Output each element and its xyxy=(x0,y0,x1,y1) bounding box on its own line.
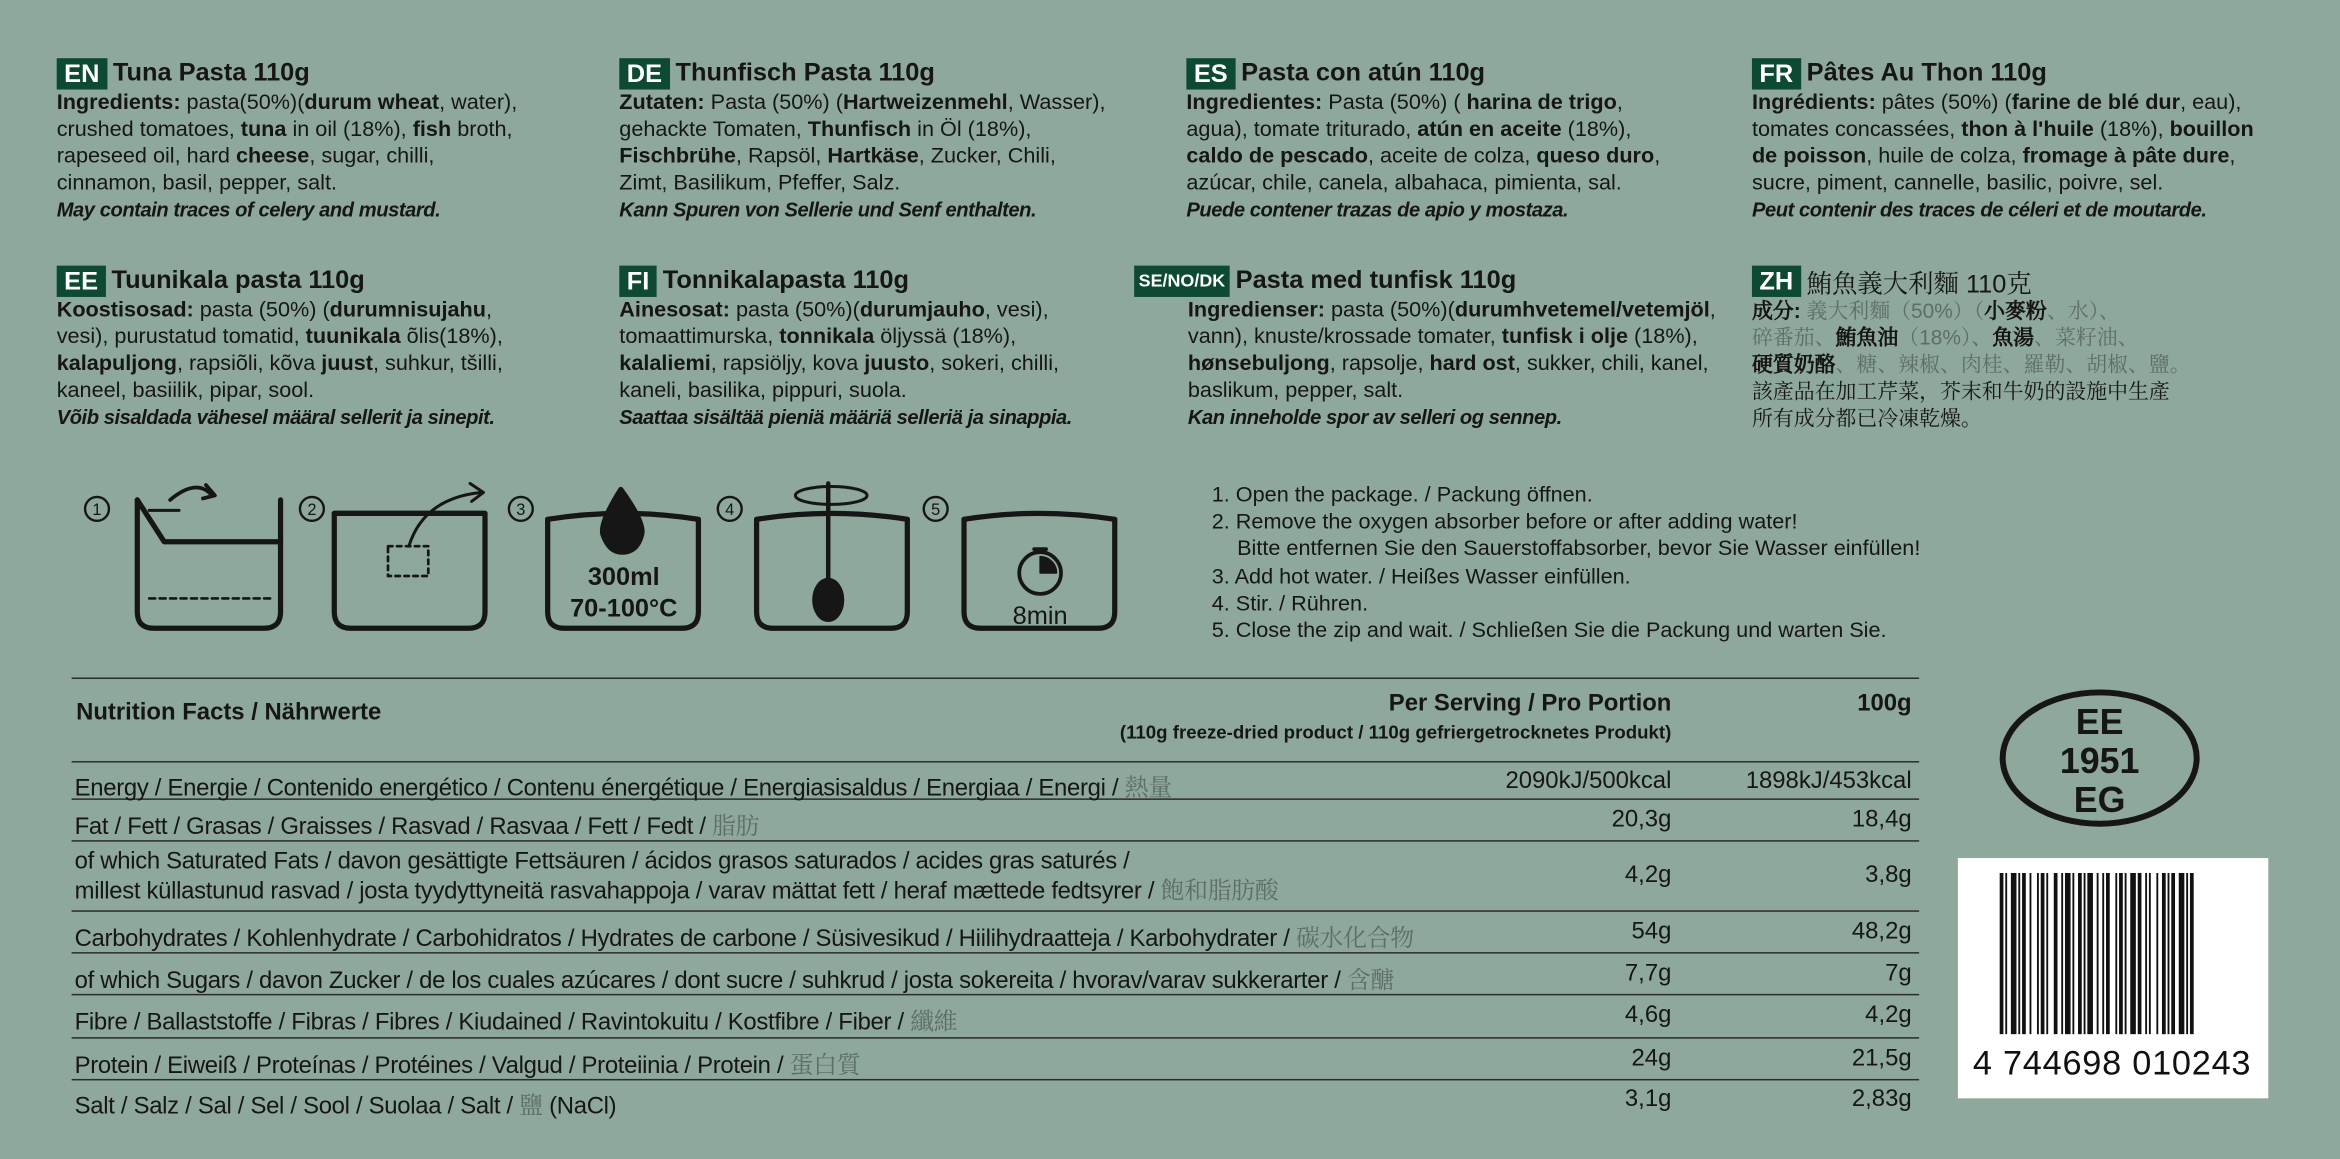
instruction-line: 4. Stir. / Rühren. xyxy=(1211,592,1369,617)
lang-block-fr xyxy=(1752,57,2312,224)
per-serving-note: (110g freeze-dried product / 110g gefriergetrocknetes Produkt) xyxy=(1119,722,1672,744)
ingredients-fi xyxy=(619,297,1179,404)
ingredients-label: Ingredientes: xyxy=(1186,91,1323,115)
water-amount: 300ml xyxy=(587,562,660,591)
ingredient-text: 該產品在加工芹菜，芥末和牛奶的設施中生產 xyxy=(1751,379,2170,403)
nutrient-label: Carbohydrates / Kohlenhydrate / Carbohidratos / Hydrates de carbone / Süsivesikud / Hiilihydraatteja / Karbohydrater / xyxy=(74,926,1296,953)
ingredient-text: 義大利麵（50%）（ xyxy=(1800,298,1985,323)
allergen: tuna xyxy=(240,117,287,142)
nutrient-label: millest küllastunud rasvad / josta tyydyttyneitä rasvahappoja / varav mättat fett / heraf mættede fedtsyrer / xyxy=(74,878,1161,905)
nutrient-label-zh: 纖維 xyxy=(910,1010,958,1036)
ingredient-text: , xyxy=(485,298,492,323)
allergen: 小麥粉 xyxy=(1984,298,2047,323)
barcode-bar xyxy=(2145,873,2147,1034)
barcode-bar xyxy=(2078,873,2082,1034)
ingredient-text: tomates concassées, xyxy=(1751,117,1962,142)
allergen: cheese xyxy=(235,144,310,169)
lang-badge-fr: FR xyxy=(1752,57,1801,88)
barcode-bar xyxy=(2041,873,2045,1034)
ingredient-text: , sugar, chilli, xyxy=(309,144,435,169)
barcode-bar xyxy=(2106,873,2110,1034)
allergen: durum wheat xyxy=(304,91,440,115)
ingredient-text: , xyxy=(2229,144,2236,169)
product-title-de: Thunfisch Pasta 110g xyxy=(675,58,935,87)
preparation-instructions xyxy=(1212,482,1921,645)
ingredient-text: vesi), purustatud tomatid, xyxy=(56,325,306,350)
lang-block-se xyxy=(1134,264,1746,431)
allergen: Thunfisch xyxy=(807,117,912,142)
preparation-steps xyxy=(78,475,1123,647)
nutrient-label: Fat / Fett / Grasas / Graisses / Rasvad / Rasvaa / Fett / Fedt / xyxy=(74,814,713,841)
ingredient-text: pâtes (50%) ( xyxy=(1875,91,2012,115)
trace-warning-ee: Võib sisaldada vähesel määral sellerit ja sinepit. xyxy=(56,405,495,429)
lang-badge-fi: FI xyxy=(619,265,656,296)
lang-badge-en: EN xyxy=(57,57,107,88)
product-title-se: Pasta med tunfisk 110g xyxy=(1235,265,1517,294)
barcode-bar xyxy=(2149,873,2151,1034)
barcode-bar xyxy=(2156,873,2158,1034)
ingredient-text: Zimt, Basilikum, Pfeffer, Salz. xyxy=(619,171,901,196)
nutrition-row-energy xyxy=(72,763,1919,800)
ingredient-text: , eau), xyxy=(2180,91,2242,115)
ingredients-label: 成分: xyxy=(1751,298,1801,323)
ingredient-text: 所有成分都已冷凍乾燥。 xyxy=(1751,405,1982,430)
health-mark-oval xyxy=(1998,688,2201,828)
value-per-serving: 2090kJ/500kcal xyxy=(1505,768,1672,794)
nutrition-header xyxy=(72,679,1919,763)
value-per-100g: 21,5g xyxy=(1851,1046,1912,1072)
value-per-100g: 2,83g xyxy=(1851,1086,1912,1112)
product-title-fi: Tonnikalapasta 110g xyxy=(662,265,910,294)
lang-block-ee xyxy=(57,264,617,431)
barcode-bar xyxy=(2162,873,2166,1034)
barcode-bar xyxy=(2186,873,2188,1034)
allergen: tuunikala xyxy=(305,325,401,350)
barcode-bar xyxy=(2179,873,2185,1034)
ingredient-text: kaneli, basilika, pippuri, suola. xyxy=(619,379,907,403)
ingredient-text: 、水）、 xyxy=(2046,298,2120,323)
nutrition-row-fat xyxy=(72,800,1919,842)
ingredients-label: Ingredienser: xyxy=(1187,298,1325,323)
nutrient-label-zh: 碳水化合物 xyxy=(1295,926,1414,953)
value-per-serving: 3,1g xyxy=(1624,1086,1672,1112)
barcode-bar xyxy=(2125,873,2127,1034)
allergen: durumjauho xyxy=(859,298,985,323)
step-number: 2 xyxy=(307,500,317,519)
nutrient-label-zh: 熱量 xyxy=(1124,775,1172,802)
lang-badge-zh: ZH xyxy=(1752,265,1801,296)
trace-warning-se: Kan inneholde spor av selleri og sennep. xyxy=(1187,405,1562,429)
per-serving-header: Per Serving / Pro Portion xyxy=(1388,690,1672,717)
ingredient-text: õlis(18%), xyxy=(400,325,503,350)
lang-badge-se: SE/NO/DK xyxy=(1134,265,1230,296)
instruction-line: 2. Remove the oxygen absorber before or after adding water! xyxy=(1211,510,1798,535)
instruction-line: 3. Add hot water. / Heißes Wasser einfüllen. xyxy=(1211,564,1631,589)
barcode xyxy=(1958,858,2268,1098)
lang-block-zh xyxy=(1752,264,2319,431)
ingredients-label: Ainesosat: xyxy=(619,298,730,323)
barcode-bar xyxy=(2022,873,2026,1034)
step-number: 4 xyxy=(725,500,735,519)
value-per-serving: 20,3g xyxy=(1611,807,1672,833)
barcode-bar xyxy=(2087,873,2093,1034)
nutrient-label: Salt / Salz / Sal / Sel / Sool / Suolaa / Salt / xyxy=(74,1093,520,1120)
barcode-bar xyxy=(2190,873,2194,1034)
nutrition-row-protein xyxy=(72,1039,1919,1081)
barcode-bar xyxy=(2046,873,2048,1034)
ingredient-text: , water), xyxy=(439,91,518,115)
ingredient-text: broth, xyxy=(451,117,513,142)
allergen: Hartweizenmehl xyxy=(842,91,1008,115)
value-per-100g: 3,8g xyxy=(1865,862,1912,888)
allergen: Fischbrühe xyxy=(619,144,736,169)
ingredient-text: (18%), xyxy=(1561,117,1632,142)
instruction-line: Bitte entfernen Sie den Sauerstoffabsorber, bevor Sie Wasser einfüllen! xyxy=(1237,537,1921,562)
ingredient-text: (18%), xyxy=(1628,325,1698,350)
ingredients-fr xyxy=(1752,90,2312,197)
value-per-100g: 4,2g xyxy=(1865,1002,1912,1029)
ingredient-text: , huile de colza, xyxy=(1866,144,2023,169)
ingredient-text: 碎番茄、 xyxy=(1751,325,1836,350)
ingredient-text: , rapsiöljy, kova xyxy=(710,352,865,377)
ingredient-text: , rapsiõli, kõva xyxy=(176,352,322,377)
ingredient-text: , xyxy=(1709,298,1716,323)
nutrient-label-zh: 蛋白質 xyxy=(789,1053,861,1079)
allergen: 鮪魚油 xyxy=(1835,325,1899,350)
value-per-100g: 7g xyxy=(1885,961,1912,987)
nutrition-row-sugars xyxy=(72,954,1919,996)
ingredient-text: , vesi), xyxy=(984,298,1049,323)
lang-block-en xyxy=(57,57,617,224)
lang-block-es xyxy=(1186,57,1746,224)
nutrient-label: of which Sugars / davon Zucker / de los cuales azúcares / dont sucre / suhkrud / josta sokereita / hvorav/varav sukkerarter / xyxy=(74,968,1347,994)
ingredient-text: 、糖、辣椒、肉桂、羅勒、胡椒、鹽。 xyxy=(1835,352,2191,377)
barcode-bar xyxy=(2005,873,2007,1034)
ingredient-text: , xyxy=(1654,144,1661,169)
nutrient-label-zh: 鹽 xyxy=(519,1093,543,1120)
trace-warning-fr: Peut contenir des traces de céleri et de moutarde. xyxy=(1751,198,2207,221)
barcode-bar xyxy=(2119,873,2123,1034)
ingredient-text: pasta (50%) ( xyxy=(193,298,330,323)
product-title-zh: 鮪魚義大利麵 110克 xyxy=(1806,269,2032,298)
barcode-number: 4 744698 010243 xyxy=(1972,1043,2252,1082)
ingredients-en xyxy=(57,90,617,197)
barcode-bar xyxy=(2061,873,2063,1034)
barcode-bar xyxy=(2171,873,2175,1034)
barcode-bar xyxy=(2065,873,2071,1034)
step-number: 5 xyxy=(931,500,941,519)
ingredients-label: Koostisosad: xyxy=(56,298,194,323)
nutrition-row-salt xyxy=(72,1080,1919,1120)
ingredient-text: azúcar, chile, canela, albahaca, pimienta, sal. xyxy=(1186,171,1622,196)
ingredient-text: pasta (50%)( xyxy=(729,298,860,323)
ingredient-text: , xyxy=(1616,91,1623,115)
ingredient-text: （18%）、 xyxy=(1898,325,1993,350)
ingredient-text: , sukker, chili, kanel, xyxy=(1514,352,1709,377)
ingredient-text: , Wasser), xyxy=(1007,91,1106,115)
ingredient-text: crushed tomatoes, xyxy=(56,117,241,142)
ingredients-es xyxy=(1186,90,1746,197)
value-per-100g: 1898kJ/453kcal xyxy=(1745,768,1912,794)
lang-badge-es: ES xyxy=(1186,57,1235,88)
ingredient-text: 、菜籽油、 xyxy=(2034,325,2139,350)
allergen: harina de trigo xyxy=(1466,91,1617,115)
allergen: juust xyxy=(321,352,373,377)
allergen: 硬質奶酪 xyxy=(1751,352,1836,377)
ingredient-text: Pasta (50%) ( xyxy=(704,91,843,115)
ingredient-text: in Öl (18%), xyxy=(911,117,1032,142)
ingredient-text: baslikum, pepper, salt. xyxy=(1187,379,1404,403)
allergen: thon à l'huile xyxy=(1961,117,2094,142)
nutrition-row-carbs xyxy=(72,912,1919,954)
barcode-bar xyxy=(2115,873,2117,1034)
value-per-serving: 24g xyxy=(1631,1046,1672,1072)
barcode-bar xyxy=(2011,873,2017,1034)
ingredient-text: pasta(50%)( xyxy=(180,91,305,115)
allergen: atún en aceite xyxy=(1417,117,1562,142)
water-temperature: 70-100°C xyxy=(570,594,678,623)
barcode-bar xyxy=(2084,873,2086,1034)
value-per-100g: 18,4g xyxy=(1851,807,1912,833)
ingredient-text: , sokeri, chilli, xyxy=(929,352,1060,377)
product-title-es: Pasta con atún 110g xyxy=(1241,58,1486,87)
trace-warning-de: Kann Spuren von Sellerie und Senf enthalten. xyxy=(619,198,1037,221)
product-title-fr: Pâtes Au Thon 110g xyxy=(1806,58,2047,87)
lang-badge-de: DE xyxy=(619,57,669,88)
product-title-en: Tuna Pasta 110g xyxy=(112,58,310,87)
allergen: kalapuljong xyxy=(56,352,177,377)
lang-block-de xyxy=(619,57,1179,224)
value-per-serving: 54g xyxy=(1631,919,1672,945)
ingredient-text: öljyssä (18%), xyxy=(874,325,1017,350)
value-per-serving: 4,6g xyxy=(1624,1002,1672,1029)
allergen: Hartkäse xyxy=(827,144,919,169)
ingredient-text: kaneel, basiilik, pipar, sool. xyxy=(56,379,315,403)
instruction-line: 5. Close the zip and wait. / Schließen Sie die Packung und warten Sie. xyxy=(1211,619,1887,644)
ingredient-text: rapeseed oil, hard xyxy=(56,144,236,169)
barcode-bars xyxy=(1958,858,2268,1045)
ingredients-label: Ingredients: xyxy=(56,91,181,115)
allergen: juusto xyxy=(864,352,930,377)
barcode-bar xyxy=(2072,873,2074,1034)
barcode-bar xyxy=(2037,873,2039,1034)
allergen: 魚湯 xyxy=(1992,325,2035,350)
barcode-bar xyxy=(2018,873,2020,1034)
barcode-bar xyxy=(2097,873,2099,1034)
ingredient-text: Pasta (50%) ( xyxy=(1322,91,1467,115)
ingredient-text: sucre, piment, cannelle, basilic, poivre, sel. xyxy=(1751,171,2164,196)
step-4-stir-icon xyxy=(718,484,908,629)
barcode-bar xyxy=(2138,873,2142,1034)
nutrient-label: of which Saturated Fats / davon gesättigte Fettsäuren / ácidos grasos saturados / acides gras saturés / xyxy=(74,849,1130,875)
nutrient-label: Energy / Energie / Contenido energético / Contenu énergétique / Energiasisaldus / Energiaa / Energi / xyxy=(74,775,1125,802)
ingredient-text: , Rapsöl, xyxy=(735,144,828,169)
barcode-bar xyxy=(2054,873,2058,1034)
allergen: hønsebuljong xyxy=(1187,352,1330,377)
allergen: tonnikala xyxy=(779,325,875,350)
nutrient-label-zh: 脂肪 xyxy=(712,814,760,841)
allergen: durumnisujahu xyxy=(329,298,486,323)
allergen: kalaliemi xyxy=(619,352,711,377)
lang-block-fi xyxy=(619,264,1179,431)
allergen: hard ost xyxy=(1429,352,1515,377)
lang-badge-ee: EE xyxy=(57,265,106,296)
nutrient-label: Protein / Eiweiß / Proteínas / Protéines / Valgud / Proteiinia / Protein / xyxy=(74,1053,790,1079)
ingredient-text: , Zucker, Chili, xyxy=(918,144,1056,169)
product-title-ee: Tuunikala pasta 110g xyxy=(111,265,365,294)
ingredient-text: tomaattimurska, xyxy=(619,325,780,350)
ingredient-text: (18%), xyxy=(2093,117,2170,142)
allergen: tunfisk i olje xyxy=(1501,325,1629,350)
allergen: durumhvetemel/vetemjöl xyxy=(1454,298,1710,323)
value-per-serving: 4,2g xyxy=(1624,862,1672,888)
ingredient-text: pasta (50%)( xyxy=(1324,298,1455,323)
nutrition-row-saturated xyxy=(72,842,1919,912)
instruction-line: 1. Open the package. / Packung öffnen. xyxy=(1211,483,1593,508)
per-100g-header: 100g xyxy=(1857,690,1912,717)
trace-warning-fi: Saattaa sisältää pieniä määriä selleriä ja sinappia. xyxy=(619,405,1072,429)
allergen: fromage à pâte dure xyxy=(2022,144,2230,169)
trace-warning-es: Puede contener trazas de apio y mostaza. xyxy=(1186,198,1569,221)
allergen: de poisson xyxy=(1751,144,1867,169)
ingredients-label: Zutaten: xyxy=(619,91,705,115)
ingredient-text: cinnamon, basil, pepper, salt. xyxy=(56,171,337,196)
step-number: 1 xyxy=(92,500,102,519)
ingredient-text: , suhkur, tšilli, xyxy=(372,352,503,377)
health-mark-country: EE xyxy=(2075,702,2124,743)
nutrient-label: (NaCl) xyxy=(542,1093,617,1120)
barcode-bar xyxy=(2030,873,2032,1034)
ingredients-zh xyxy=(1752,297,2319,431)
health-mark-number: 1951 xyxy=(2059,741,2140,782)
ingredient-text: vann), knuste/krossade tomater, xyxy=(1187,325,1502,350)
ingredient-text: , rapsolje, xyxy=(1329,352,1430,377)
barcode-bar xyxy=(2130,873,2136,1034)
nutrition-row-fibre xyxy=(72,995,1919,1038)
step-2-absorber-icon xyxy=(300,484,485,629)
ingredient-text: gehackte Tomaten, xyxy=(619,117,808,142)
allergen: queso duro xyxy=(1536,144,1655,169)
step-number: 3 xyxy=(516,500,526,519)
ingredient-text: agua), tomate triturado, xyxy=(1186,117,1418,142)
ingredient-text: in oil (18%), xyxy=(286,117,413,142)
ingredient-text: , aceite de colza, xyxy=(1367,144,1537,169)
trace-warning-en: May contain traces of celery and mustard. xyxy=(56,198,441,221)
allergen: fish xyxy=(412,117,452,142)
barcode-bar xyxy=(2102,873,2104,1034)
nutrient-label-zh: 飽和脂肪酸 xyxy=(1160,878,1279,905)
nutrient-label-zh: 含醣 xyxy=(1346,968,1395,994)
ingredients-de xyxy=(619,90,1179,197)
barcode-bar xyxy=(2168,873,2170,1034)
allergen: bouillon xyxy=(2169,117,2254,142)
ingredients-ee xyxy=(57,297,617,404)
step-1-open-icon xyxy=(85,485,280,628)
wait-time: 8min xyxy=(1012,601,1068,630)
health-mark-eg: EG xyxy=(2073,779,2126,820)
nutrition-title: Nutrition Facts / Nährwerte xyxy=(76,699,382,726)
nutrient-label: Fibre / Ballaststoffe / Fibras / Fibres / Kiudained / Ravintokuitu / Kostfibre / Fiber / xyxy=(74,1010,911,1036)
value-per-100g: 48,2g xyxy=(1851,919,1912,945)
allergen: farine de blé dur xyxy=(2011,91,2181,115)
ingredients-label: Ingrédients: xyxy=(1751,91,1876,115)
allergen: caldo de pescado xyxy=(1186,144,1368,169)
nutrition-table xyxy=(72,678,1919,1121)
ingredients-se xyxy=(1188,297,1746,404)
barcode-bar xyxy=(2000,873,2004,1034)
value-per-serving: 7,7g xyxy=(1624,961,1672,987)
